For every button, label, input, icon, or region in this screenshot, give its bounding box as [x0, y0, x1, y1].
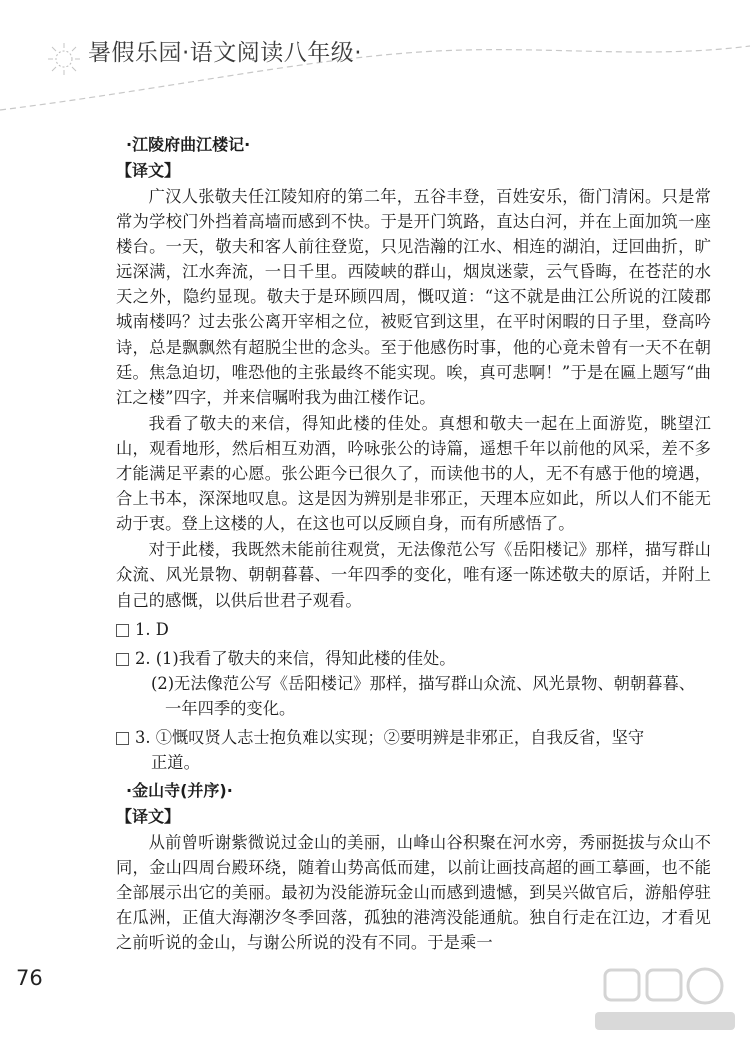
section-title: ·江陵府曲江楼记·	[126, 135, 251, 154]
answer-item	[116, 617, 711, 642]
translation-label: 【译文】	[116, 806, 181, 826]
paragraph: 广汉人张敬夫任江陵知府的第二年，五谷丰登，百姓安乐，衙门清闲。只是常常为学校门外挡着高墙而感到不快。于是开门筑路，直达白河，并在上面加筑一座楼台。一天，敬夫和客人前往登览，只见浩瀚的江水、相连的湖泊，迂回曲折，旷远深满，江水奔流，一日千里。西陵峡的群山，烟岚迷蒙，云气昏晦，在苍茫的水天之外，隐约显现。敬夫于是环顾四周，慨叹道：“这不就是曲江公所说的江陵郡城南楼吗？过去张公离开宰相之位，被贬官到这里，在平时闲暇的日子里，登高吟诗，总是飘飘然有超脱尘世的念头。至于他感伤时事，他的心竟未曾有一天不在朝廷。焦急迫切，唯恐他的主张最终不能实现。唉，真可悲啊！”于是在匾上题写“曲江之楼”四字，并来信嘱咐我为曲江楼作记。	[116, 187, 711, 407]
answer-text: 1. D	[135, 619, 169, 639]
answer-subtext: 正道。	[151, 752, 200, 772]
page-header	[0, 0, 750, 130]
answer-box-icon	[116, 624, 129, 637]
page-content	[116, 132, 711, 956]
answer-text: 3. ①慨叹贤人志士抱负难以实现；②要明辨是非邪正，自我反省，坚守	[135, 727, 645, 747]
answer-subtext: (2)无法像范公写《岳阳楼记》那样，描写群山众流、风光景物、朝朝暮暮、一年四季的变化。	[151, 673, 696, 718]
paragraph: 从前曾听谢紫微说过金山的美丽，山峰山谷积聚在河水旁，秀丽挺拔与众山不同，金山四周台殿环绕，随着山势高低而建，以前让画技高超的画工摹画，也不能全部展示出它的美丽。最初为没能游玩金山而感到遗憾，到吴兴做官后，游船停驻在瓜洲，正值大海潮汐冬季回落，孤独的港湾没能通航。独自行走在江边，才看见之前听说的金山，与谢公所说的没有不同。于是乘一	[116, 832, 711, 952]
page-number: 76	[16, 966, 43, 990]
paragraph: 对于此楼，我既然未能前往观赏，无法像范公写《岳阳楼记》那样，描写群山众流、风光景物、朝朝暮暮、一年四季的变化，唯有逐一陈述敬夫的原话，并附上自己的感慨，以供后世君子观看。	[116, 540, 711, 610]
answer-block	[116, 646, 711, 721]
answer-block	[116, 725, 711, 775]
answer-block	[116, 617, 711, 642]
answer-item	[116, 646, 711, 671]
answer-box-icon	[116, 653, 129, 666]
watermark-logo	[575, 962, 750, 1039]
answer-item	[116, 725, 711, 750]
paragraph: 我看了敬夫的来信，得知此楼的佳处。真想和敬夫一起在上面游览，眺望江山，观看地形，然后相互劝酒，吟咏张公的诗篇，遥想千年以前他的风采，差不多才能满足平素的心愿。张公距今已很久了，而读他书的人，无不有感于他的境遇，合上书本，深深地叹息。这是因为辨别是非邪正，天理本应如此，所以人们不能无动于衷。登上这楼的人，在这也可以反顾自身，而有所感悟了。	[116, 413, 711, 534]
section-title: ·金山寺(并序)·	[126, 780, 233, 800]
book-title: 暑假乐园·语文阅读八年级·	[88, 40, 363, 66]
sun-ornament-icon	[45, 40, 83, 78]
translation-label: 【译文】	[116, 161, 181, 180]
answer-box-icon	[116, 732, 129, 745]
answer-text: 2. (1)我看了敬夫的来信，得知此楼的佳处。	[135, 648, 456, 668]
